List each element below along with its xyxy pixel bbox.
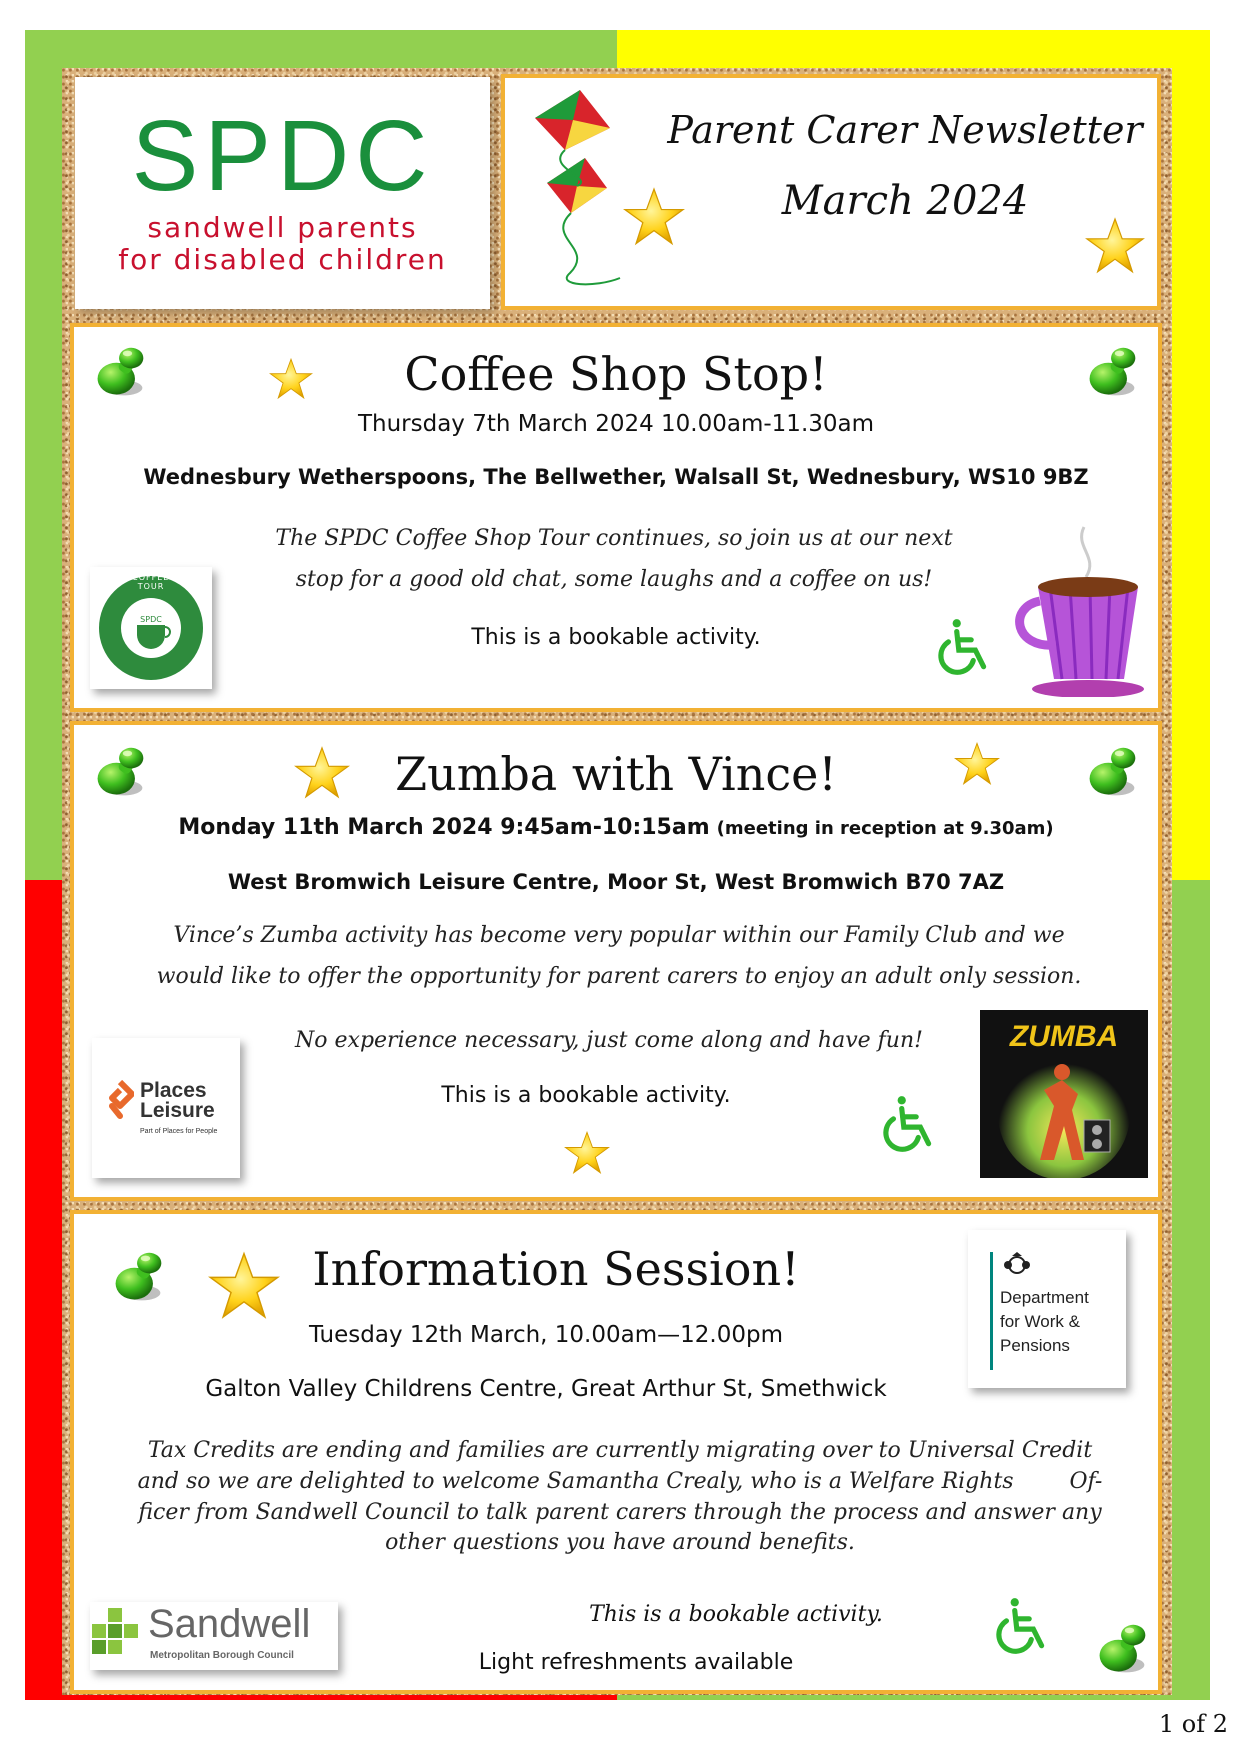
coffee-shop-badge-center-text: SPDC [140, 615, 162, 624]
newsletter-title: Parent Carer Newsletter [667, 108, 1143, 152]
coffee-shop-title: Coffee Shop Stop! [404, 347, 828, 401]
newsletter-header [501, 74, 1161, 310]
coffee-shop-tour-badge [90, 567, 212, 689]
zumba-bookable-note: This is a bookable activity. [441, 1083, 731, 1108]
kite-icon [525, 88, 635, 293]
dwp-logo-line-2: for Work & [1000, 1311, 1080, 1331]
places-leisure-line-2: Leisure [140, 1099, 215, 1122]
information-session-venue: Galton Valley Childrens Centre, Great Arthur St, Smethwick [205, 1376, 887, 1402]
sandwell-logo-name: Sandwell [148, 1602, 311, 1646]
zumba-date: Monday 11th March 2024 9:45am-10:15am [178, 815, 710, 840]
places-leisure-mark-icon [106, 1080, 134, 1120]
zumba-date-line [74, 815, 1158, 840]
information-session-description [88, 1436, 1152, 1559]
coffee-shop-body-line-1: The SPDC Coffee Shop Tour continues, so join us at our next [275, 526, 953, 551]
zumba-venue: West Bromwich Leisure Centre, Moor St, West Bromwich B70 7AZ [227, 870, 1005, 894]
dwp-logo-line-3: Pensions [1000, 1335, 1070, 1355]
sandwell-squares-icon [92, 1608, 144, 1660]
dwp-logo [968, 1230, 1126, 1388]
coffee-cup-icon [1014, 517, 1154, 697]
places-leisure-logo [92, 1038, 240, 1178]
coffee-shop-body-line-2: stop for a good old chat, some laughs and a coffee on us! [295, 567, 933, 593]
information-session-body-line-3: ficer from Sandwell Council to talk parent carers through the process and answer any [138, 1499, 1102, 1525]
coffee-shop-panel [70, 323, 1162, 712]
wheelchair-icon [992, 1594, 1054, 1656]
coffee-shop-description [254, 523, 974, 595]
zumba-logo [980, 1010, 1148, 1178]
zumba-date-note: (meeting in reception at 9.30am) [716, 818, 1054, 839]
zumba-panel [70, 721, 1162, 1201]
zumba-description [94, 920, 1144, 992]
newsletter-date: March 2024 [781, 178, 1029, 224]
spdc-logo-line-2: for disabled children [118, 243, 447, 276]
dwp-logo-line-1: Department [1000, 1288, 1089, 1307]
wheelchair-icon [879, 1092, 941, 1154]
zumba-body-line-1: Vince’s Zumba activity has become very popular within our Family Club and we [173, 923, 1065, 948]
places-leisure-line-1: Places [140, 1079, 207, 1102]
zumba-body-line-3: No experience necessary, just come along and have fun! [295, 1028, 923, 1053]
information-session-body-line-2: and so we are delighted to welcome Samantha Crealy, who is a Welfare Rights Of- [137, 1468, 1103, 1494]
dwp-logo-bar [990, 1252, 993, 1370]
places-leisure-tagline: Part of Places for People [140, 1128, 218, 1135]
information-session-date: Tuesday 12th March, 10.00am—12.00pm [309, 1322, 783, 1348]
spdc-logo-wordmark: SPDC [131, 100, 434, 212]
dwp-logo-text [1000, 1286, 1089, 1357]
coffee-shop-date: Thursday 7th March 2024 10.00am-11.30am [357, 411, 875, 437]
star-icon [1085, 216, 1145, 276]
coffee-shop-badge-ring-text: SPDC COFFEE SHOP TOUR [102, 573, 200, 591]
zumba-body-line-2: would like to offer the opportunity for parent carers to enjoy an adult only session. [156, 964, 1082, 990]
spdc-logo [75, 77, 490, 309]
information-session-body-line-4: other questions you have around benefits. [385, 1530, 855, 1556]
coffee-shop-venue: Wednesbury Wetherspoons, The Bellwether, Walsall St, Wednesbury, WS10 9BZ [143, 465, 1089, 489]
sandwell-logo-subtitle: Metropolitan Borough Council [150, 1650, 294, 1661]
zumba-title: Zumba with Vince! [395, 747, 837, 801]
wheelchair-icon [934, 615, 996, 677]
information-session-refreshments: Light refreshments available [478, 1650, 794, 1675]
information-session-body-line-1: Tax Credits are ending and families are currently migrating over to Universal Credit [147, 1438, 1093, 1463]
coffee-shop-bookable-note: This is a bookable activity. [471, 625, 761, 650]
information-session-bookable-note: This is a bookable activity. [589, 1602, 883, 1627]
information-session-title: Information Session! [312, 1242, 800, 1296]
spdc-logo-text [75, 99, 490, 214]
sandwell-council-logo [90, 1602, 338, 1670]
spdc-logo-line-1: sandwell parents [147, 211, 418, 244]
information-session-panel [70, 1210, 1162, 1694]
zumba-logo-text: ZUMBA [1009, 1020, 1119, 1053]
star-icon [564, 1130, 610, 1176]
page-number: 1 of 2 [1158, 1710, 1228, 1738]
royal-crest-icon [1002, 1252, 1032, 1276]
